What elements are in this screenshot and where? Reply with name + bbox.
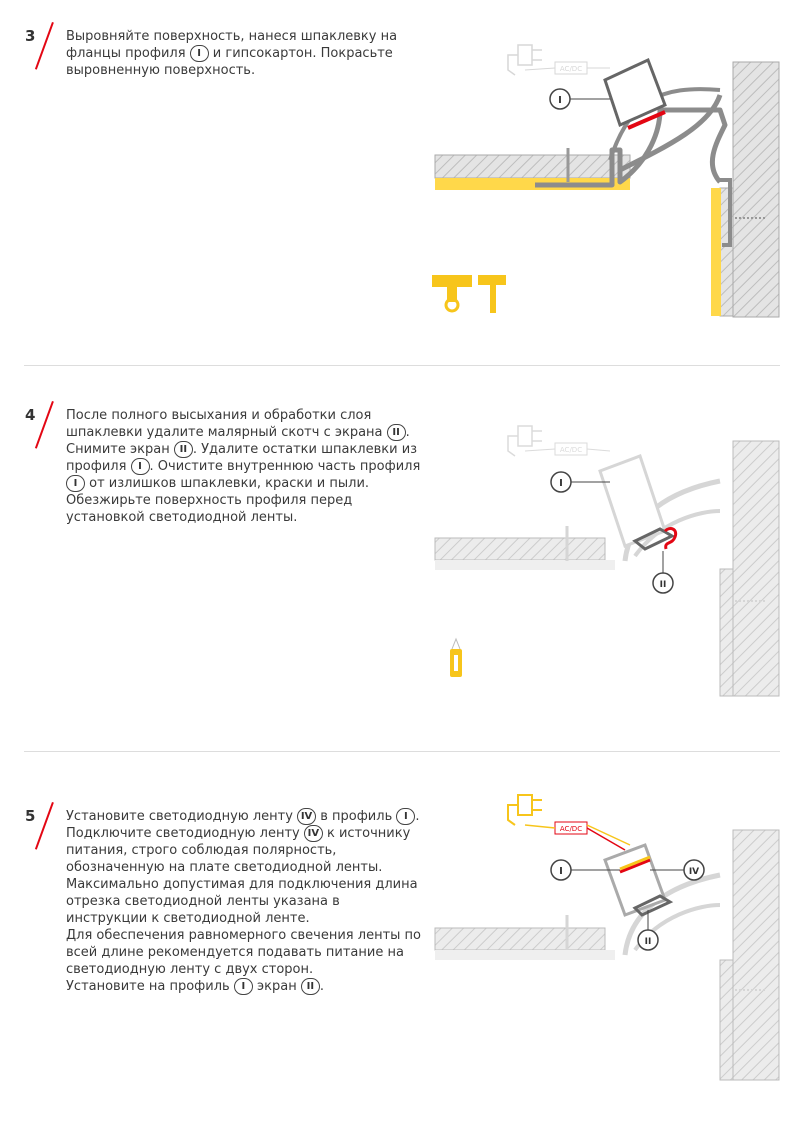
step-text-run: к источнику питания, строго соблюдая полярность, обозначенную на плате светодиодной ленты. — [66, 826, 411, 875]
step-text-run: . — [319, 979, 324, 994]
step-text — [66, 808, 421, 995]
wall — [733, 830, 779, 1080]
step-number: 4 — [25, 406, 36, 424]
part-marker: I — [131, 458, 150, 475]
step-number: 5 — [25, 807, 36, 825]
spatula-icon — [432, 275, 472, 311]
step-text-run: от излишков шпаклевки, краски и пыли. Обезжирьте поверхность профиля перед установкой светодиодной ленты. — [66, 476, 370, 525]
step-text — [66, 28, 421, 79]
callout-label: I — [559, 478, 563, 489]
step-3 — [0, 0, 802, 365]
ceiling-drywall — [435, 155, 630, 178]
callout-label: IV — [688, 867, 700, 877]
part-marker: I — [190, 45, 209, 62]
paint-roller-icon — [478, 275, 506, 313]
step-text-run: . Очистите внутреннюю часть профиля — [149, 459, 421, 474]
svg-text:AC/DC: AC/DC — [559, 65, 583, 73]
step-text-run: Выровняйте поверхность, нанеся шпаклевку на фланцы профиля — [66, 29, 398, 61]
step-slash — [35, 22, 54, 70]
step-text-run: экран — [252, 979, 301, 994]
wall-drywall — [720, 960, 733, 1080]
step-text-run: в профиль — [316, 809, 397, 824]
callout-label: I — [559, 866, 563, 877]
utility-knife-icon — [450, 639, 462, 677]
part-marker: IV — [304, 825, 323, 842]
wall — [733, 441, 779, 696]
step-text-run: После полного высыхания и обработки слоя шпаклевки удалите малярный скотч с экрана — [66, 408, 387, 440]
ceiling-drywall — [435, 538, 605, 560]
part-marker: I — [234, 978, 253, 995]
step-text-run: Максимально допустимая для подключения длина отрезка светодиодной ленты указана в инструкции к светодиодной ленте. — [66, 877, 418, 926]
wall-putty — [711, 188, 721, 316]
part-marker: IV — [297, 808, 316, 825]
callout-label: I — [558, 95, 562, 106]
part-marker: I — [396, 808, 415, 825]
step-slash — [35, 401, 54, 449]
svg-text:AC/DC: AC/DC — [559, 825, 583, 833]
step-4 — [0, 366, 802, 751]
power-adapter-icon — [508, 45, 610, 75]
ceiling-drywall — [435, 928, 605, 950]
step-text-run: . Удалите остатки шпаклевки из профиля — [66, 442, 418, 474]
wall — [733, 62, 779, 317]
wall-drywall — [720, 569, 733, 696]
callout-label: II — [644, 937, 652, 947]
part-marker: I — [66, 475, 85, 492]
callout-label: II — [659, 580, 667, 590]
part-marker: II — [387, 424, 406, 441]
profile — [605, 845, 665, 915]
power-adapter-icon — [508, 795, 630, 850]
part-marker: II — [174, 441, 193, 458]
step-3-illustration — [420, 30, 802, 330]
step-text-run: Установите светодиодную ленту — [66, 809, 298, 824]
step-text-run: и гипсокартон. Покрасьте выровненную поверхность. — [66, 46, 393, 78]
step-5 — [0, 752, 802, 1121]
part-marker: II — [301, 978, 320, 995]
step-number: 3 — [25, 27, 36, 45]
step-text-run: Установите на профиль — [66, 979, 234, 994]
step-text-run: . Снимите экран — [66, 425, 410, 457]
step-4-illustration — [420, 421, 802, 711]
power-adapter-icon — [508, 426, 610, 456]
step-text-run: Для обеспечения равномерного свечения ленты по всей длине рекомендуется подавать питание на светодиодную ленту с двух сторон. — [66, 928, 421, 977]
step-text-run: . Подключите светодиодную ленту — [66, 809, 420, 841]
step-5-illustration — [420, 790, 802, 1090]
step-slash — [35, 802, 54, 850]
svg-text:AC/DC: AC/DC — [559, 446, 583, 454]
step-text — [66, 407, 421, 526]
